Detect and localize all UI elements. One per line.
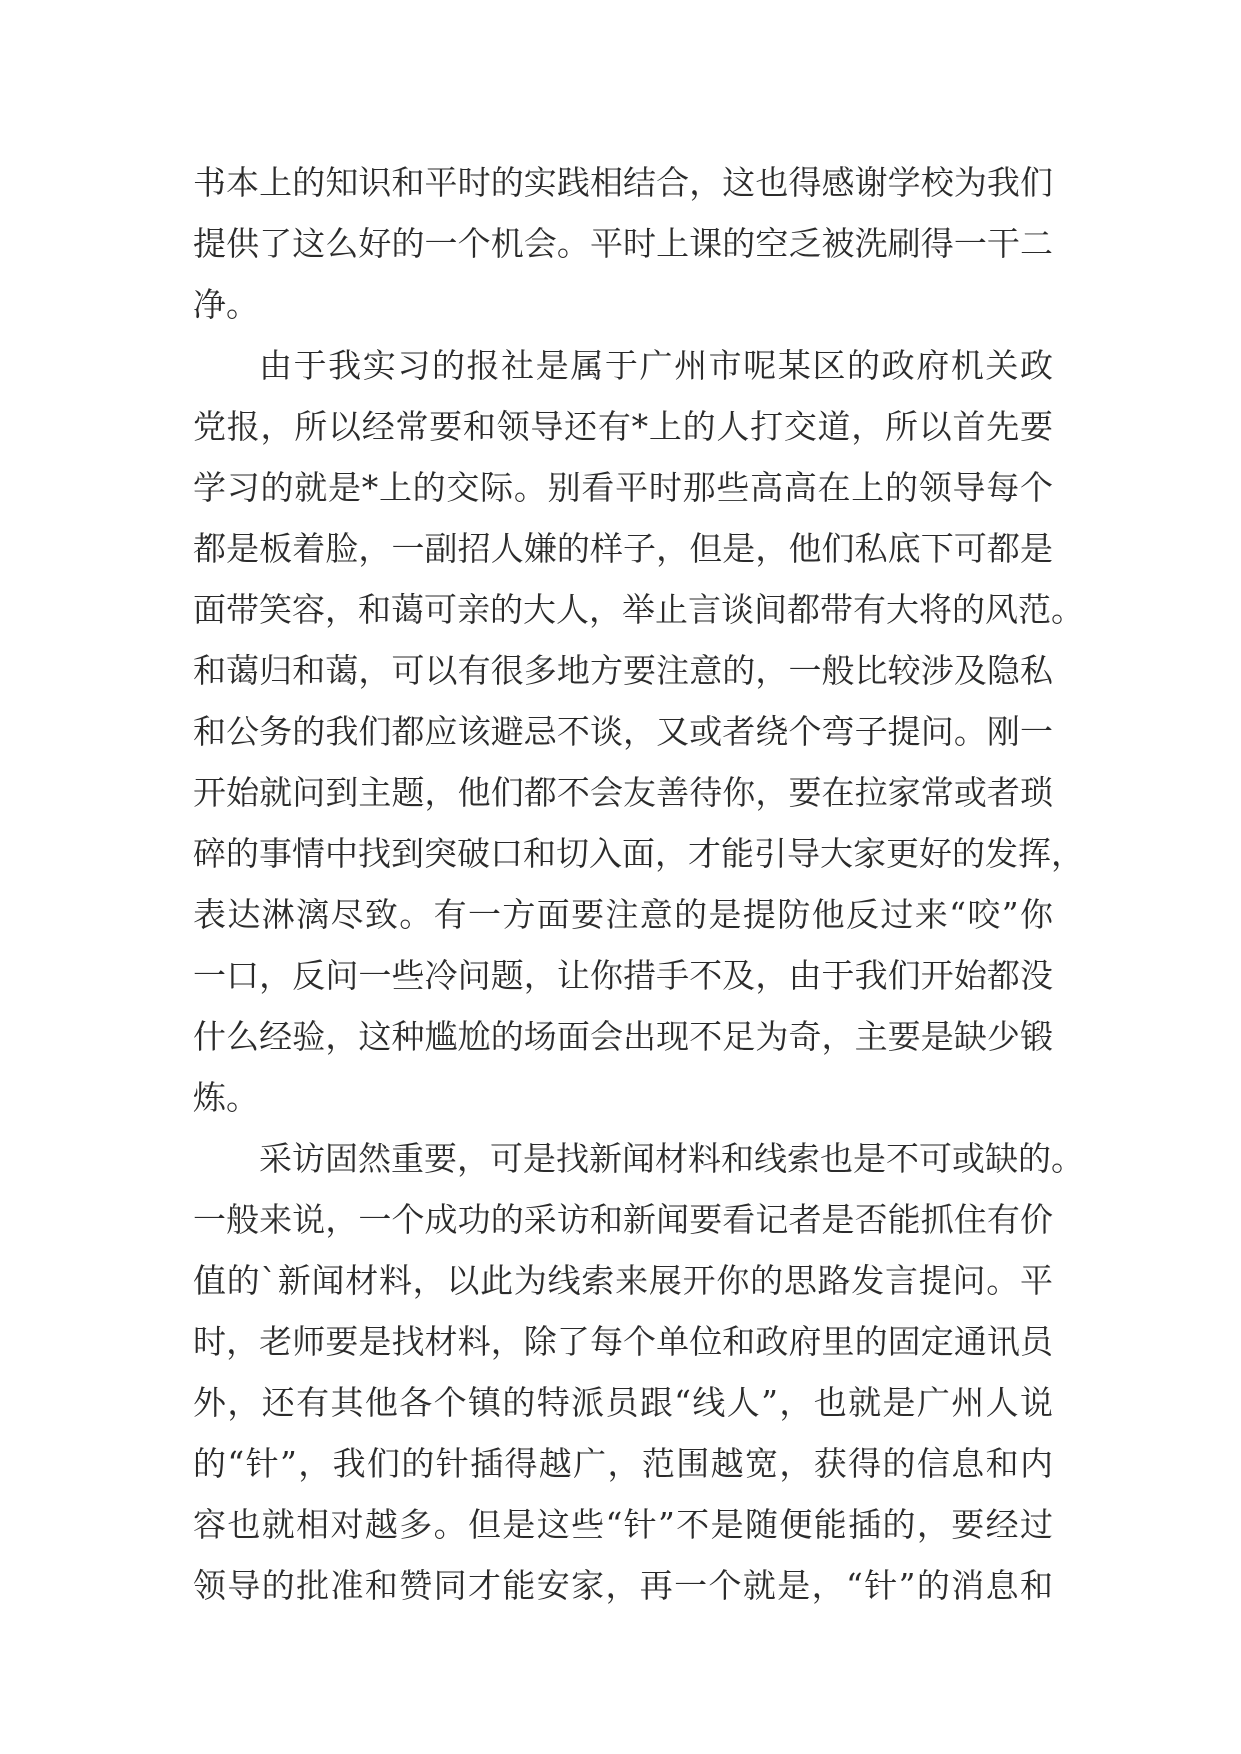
text-line: 学习的就是*上的交际。别看平时那些高高在上的领导每个 (193, 468, 1053, 507)
text-line: 一口，反问一些冷问题，让你措手不及，由于我们开始都没 (193, 956, 1053, 995)
text-line: 提供了这么好的一个机会。平时上课的空乏被洗刷得一干二 (193, 224, 1053, 263)
text-line: 开始就问到主题，他们都不会友善待你，要在拉家常或者琐 (193, 773, 1053, 812)
text-line: 书本上的知识和平时的实践相结合，这也得感谢学校为我们 (193, 163, 1053, 202)
text-line: 净。 (193, 285, 259, 324)
text-line: 碎的事情中找到突破口和切入面，才能引导大家更好的发挥， (193, 834, 1084, 873)
text-line: 容也就相对越多。但是这些“针”不是随便能插的，要经过 (193, 1505, 1053, 1544)
text-line: 和蔼归和蔼，可以有很多地方要注意的，一般比较涉及隐私 (193, 651, 1053, 690)
text-line: 什么经验，这种尴尬的场面会出现不足为奇，主要是缺少锻 (193, 1017, 1053, 1056)
text-line: 值的`新闻材料，以此为线索来展开你的思路发言提问。平 (193, 1261, 1053, 1300)
text-line: 党报，所以经常要和领导还有*上的人打交道，所以首先要 (193, 407, 1053, 446)
text-line: 时，老师要是找材料，除了每个单位和政府里的固定通讯员 (193, 1322, 1053, 1361)
body-text (193, 152, 1084, 1616)
text-line: 和公务的我们都应该避忌不谈，又或者绕个弯子提问。刚一 (193, 712, 1053, 751)
paragraph-1 (193, 152, 1053, 335)
text-line: 由于我实习的报社是属于广州市呢某区的政府机关政 (259, 346, 1053, 385)
paragraph-3 (193, 1128, 1084, 1616)
text-line: 一般来说，一个成功的采访和新闻要看记者是否能抓住有价 (193, 1200, 1053, 1239)
paragraph-2 (193, 335, 1084, 1128)
text-line: 面带笑容，和蔼可亲的大人，举止言谈间都带有大将的风范。 (193, 590, 1084, 629)
text-line: 的“针”，我们的针插得越广，范围越宽，获得的信息和内 (193, 1444, 1053, 1483)
text-line: 都是板着脸，一副招人嫌的样子，但是，他们私底下可都是 (193, 529, 1053, 568)
text-line: 炼。 (193, 1078, 259, 1117)
text-line: 外，还有其他各个镇的特派员跟“线人”，也就是广州人说 (193, 1383, 1053, 1422)
text-line: 采访固然重要，可是找新闻材料和线索也是不可或缺的。 (259, 1139, 1084, 1178)
text-line: 表达淋漓尽致。有一方面要注意的是提防他反过来“咬”你 (193, 895, 1053, 934)
text-line: 领导的批准和赞同才能安家，再一个就是，“针”的消息和 (193, 1566, 1053, 1605)
